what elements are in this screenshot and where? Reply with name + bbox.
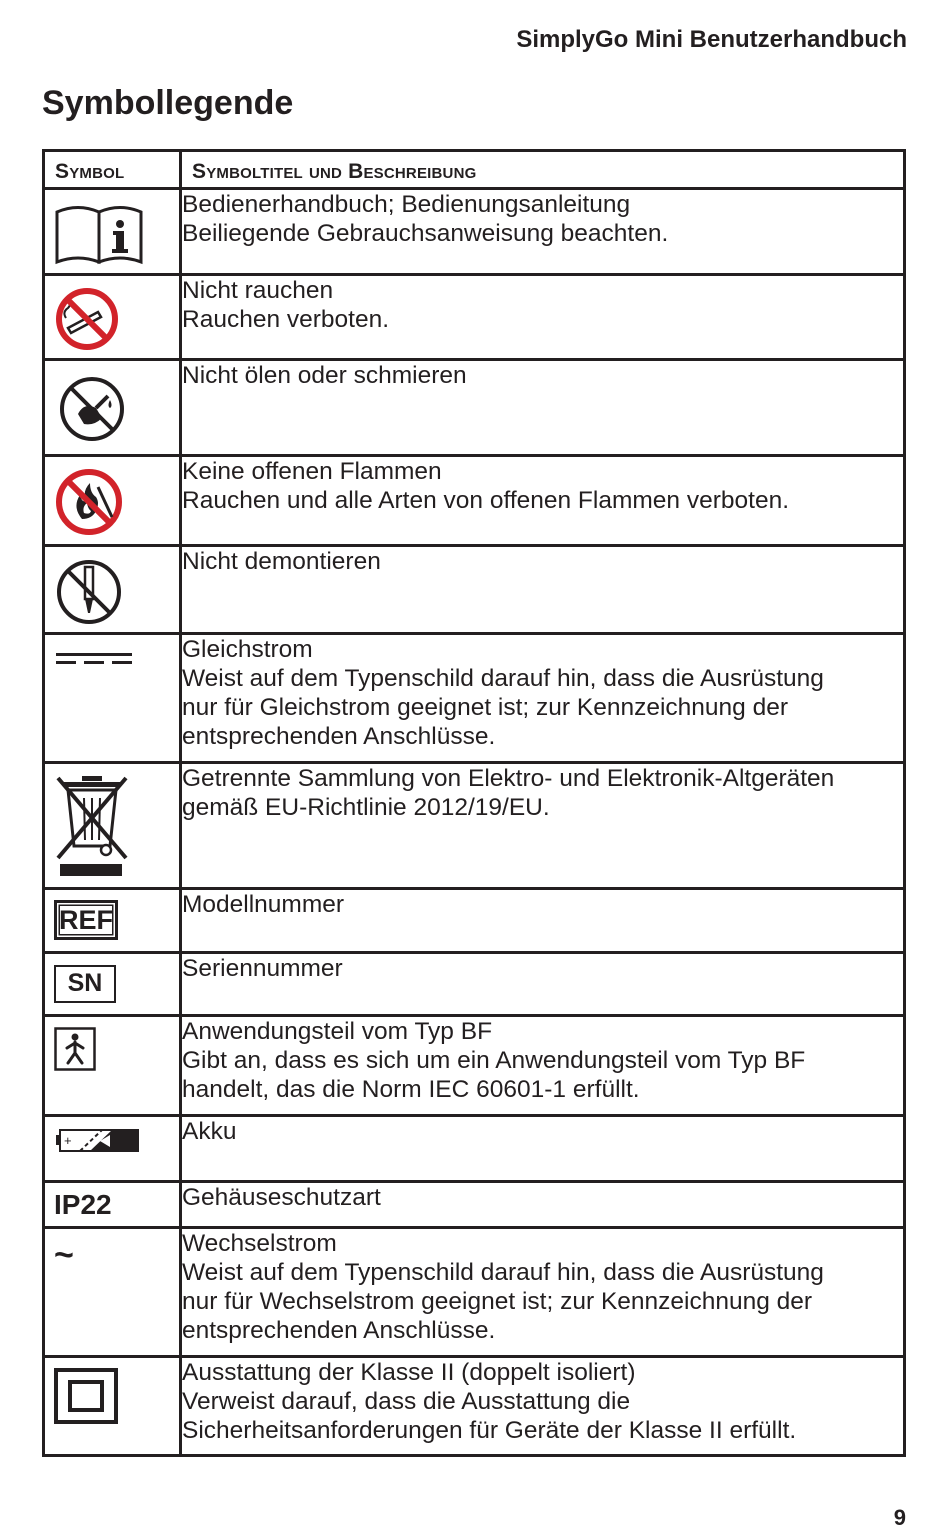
symbol-cell	[44, 1182, 181, 1228]
symbol-title: Nicht ölen oder schmieren	[182, 362, 467, 389]
table-row	[44, 189, 905, 275]
table-row	[44, 275, 905, 360]
symbol-title: Ausstattung der Klasse II (doppelt isoliert)	[182, 1359, 636, 1386]
no-open-flames-icon	[54, 467, 124, 537]
symbol-title: Bedienerhandbuch; Bedienungsanleitung	[182, 191, 631, 218]
description-cell	[181, 275, 905, 360]
symbol-description: Sicherheitsanforderungen für Geräte der Klasse II erfüllt.	[182, 1417, 797, 1444]
description-cell	[181, 1116, 905, 1182]
symbol-description: Weist auf dem Typenschild darauf hin, dass die Ausrüstung	[182, 1259, 824, 1286]
symbol-description: nur für Gleichstrom geeignet ist; zur Kennzeichnung der	[182, 694, 789, 721]
symbol-cell	[44, 763, 181, 889]
symbol-title: Gleichstrom	[182, 636, 313, 663]
ip22-icon: IP22	[54, 1189, 112, 1220]
symbol-cell	[44, 189, 181, 275]
symbol-title: Nicht demontieren	[182, 548, 381, 575]
description-cell	[181, 889, 905, 953]
do-not-disassemble-icon	[54, 557, 124, 627]
symbol-cell	[44, 1357, 181, 1456]
svg-text:+: +	[64, 1133, 72, 1148]
table-row	[44, 1357, 905, 1456]
symbol-title: Modellnummer	[182, 891, 345, 918]
description-cell	[181, 1182, 905, 1228]
symbol-description: entsprechenden Anschlüsse.	[182, 1317, 496, 1344]
description-cell	[181, 546, 905, 634]
symbol-description: Verweist darauf, dass die Ausstattung die	[182, 1388, 631, 1415]
symbol-title: Wechselstrom	[182, 1230, 337, 1257]
symbol-cell	[44, 634, 181, 763]
symbol-cell	[44, 456, 181, 546]
alternating-current-icon: ~	[54, 1236, 74, 1274]
table-row	[44, 546, 905, 634]
ref-icon: REF	[54, 900, 118, 940]
table-row	[44, 1228, 905, 1357]
symbol-cell	[44, 1228, 181, 1357]
page-number: 9	[893, 1505, 906, 1530]
description-cell	[181, 763, 905, 889]
symbol-cell	[44, 546, 181, 634]
column-header-symbol: Symbol	[44, 151, 181, 189]
symbol-description: nur für Wechselstrom geeignet ist; zur Kennzeichnung der	[182, 1288, 813, 1315]
table-row	[44, 1016, 905, 1116]
symbol-description: Rauchen und alle Arten von offenen Flammen verboten.	[182, 487, 789, 514]
type-bf-applied-part-icon	[54, 1027, 96, 1071]
symbol-title: Akku	[182, 1118, 237, 1145]
symbol-title: Getrennte Sammlung von Elektro- und Elektronik-Altgeräten	[182, 765, 835, 792]
symbol-cell	[44, 889, 181, 953]
symbol-title: Nicht rauchen	[182, 277, 334, 304]
symbol-description: gemäß EU-Richtlinie 2012/19/EU.	[182, 794, 550, 821]
table-header-row	[44, 151, 905, 189]
symbol-title: Anwendungsteil vom Typ BF	[182, 1018, 493, 1045]
description-cell	[181, 360, 905, 456]
symbol-description: Rauchen verboten.	[182, 306, 390, 333]
weee-crossed-bin-icon	[54, 772, 134, 878]
sn-icon: SN	[54, 965, 116, 1003]
symbol-cell	[44, 360, 181, 456]
symbol-description: Gibt an, dass es sich um ein Anwendungsteil vom Typ BF	[182, 1047, 806, 1074]
description-cell	[181, 953, 905, 1016]
description-cell	[181, 1016, 905, 1116]
symbol-description: entsprechenden Anschlüsse.	[182, 723, 496, 750]
symbol-description: handelt, das die Norm IEC 60601-1 erfüllt.	[182, 1076, 640, 1103]
user-manual-icon	[54, 202, 146, 266]
symbol-title: Keine offenen Flammen	[182, 458, 442, 485]
table-row	[44, 634, 905, 763]
table-row	[44, 889, 905, 953]
table-row	[44, 1116, 905, 1182]
description-cell	[181, 634, 905, 763]
class-ii-equipment-icon	[54, 1368, 118, 1424]
table-row	[44, 360, 905, 456]
no-oil-icon	[54, 374, 126, 444]
no-smoking-icon	[54, 286, 120, 352]
table-row	[44, 953, 905, 1016]
description-cell	[181, 1228, 905, 1357]
description-cell	[181, 456, 905, 546]
battery-icon	[54, 1127, 140, 1155]
description-cell	[181, 1357, 905, 1456]
column-header-description: Symboltitel und Beschreibung	[181, 151, 905, 189]
symbol-title: Seriennummer	[182, 955, 343, 982]
description-cell	[181, 189, 905, 275]
table-row	[44, 763, 905, 889]
header-title: SimplyGo Mini Benutzerhandbuch	[516, 26, 907, 53]
symbol-description: Beiliegende Gebrauchsanweisung beachten.	[182, 220, 669, 247]
symbol-cell	[44, 275, 181, 360]
symbol-title: Gehäuseschutzart	[182, 1184, 381, 1211]
symbol-cell	[44, 1116, 181, 1182]
symbol-description: Weist auf dem Typenschild darauf hin, dass die Ausrüstung	[182, 665, 824, 692]
page-title: Symbollegende	[42, 84, 294, 122]
table-row	[44, 456, 905, 546]
symbol-cell	[44, 953, 181, 1016]
symbol-legend-table	[42, 149, 906, 1457]
symbol-cell	[44, 1016, 181, 1116]
direct-current-icon	[54, 651, 134, 667]
table-row	[44, 1182, 905, 1228]
